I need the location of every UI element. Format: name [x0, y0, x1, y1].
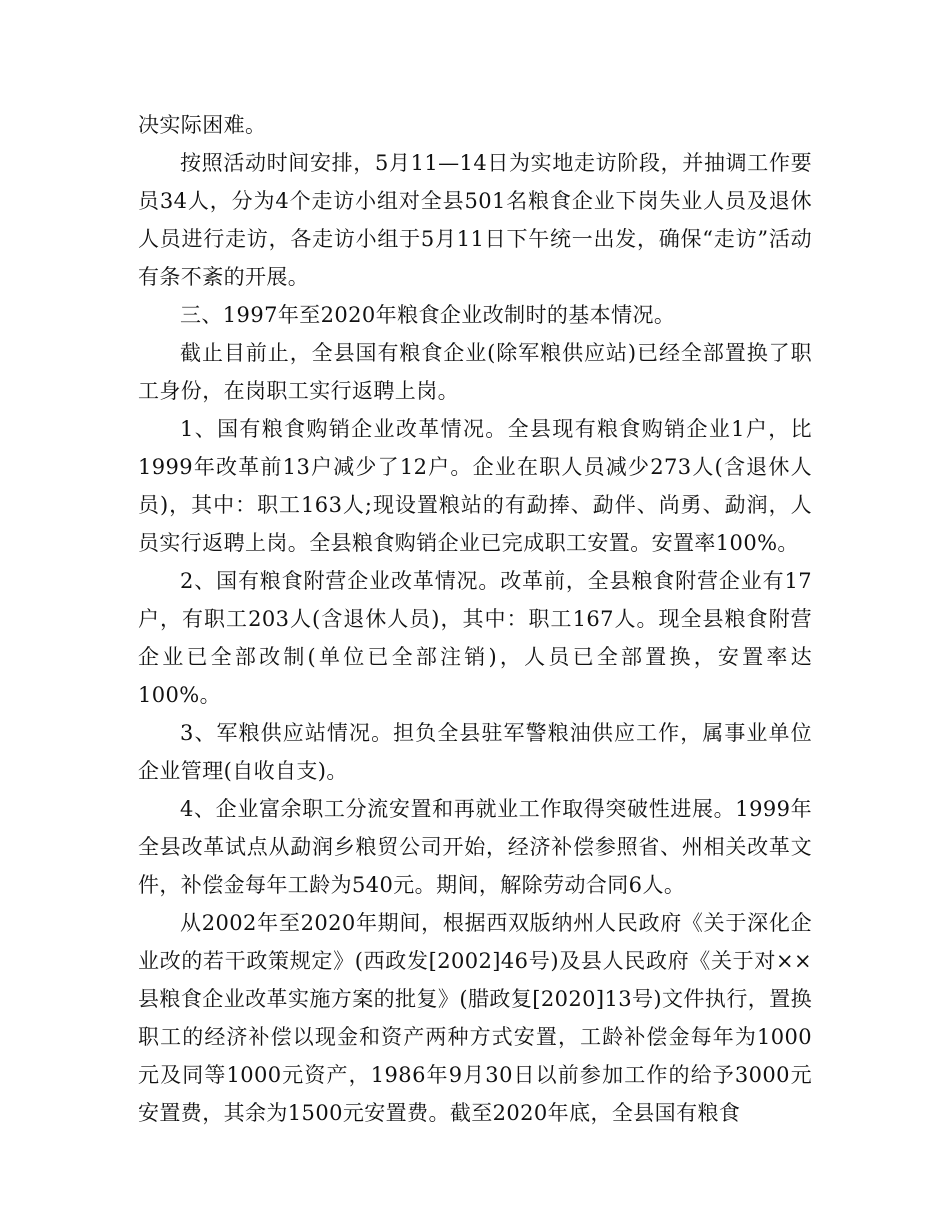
paragraph-4: 截止目前止，全县国有粮食企业(除军粮供应站)已经全部置换了职工身份，在岗职工实行返聘上岗。: [138, 341, 812, 403]
document-page: [138, 106, 812, 1132]
paragraph-9: 从2002年至2020年期间，根据西双版纳州人民政府《关于深化企业改的若干政策规定》(西政发[2002]46号)及县人民政府《关于对××县粮食企业改革实施方案的批复》(腊政复[2020]13号)文件执行，置换职工的经济补偿以现金和资产两种方式安置，工龄补偿金每年为1000元及同等1000元资产，1986年9月30日以前参加工作的给予3000元安置费，其余为1500元安置费。截至2020年底，全县国有粮食: [138, 911, 812, 1125]
paragraph-1: 决实际困难。: [138, 113, 267, 137]
section-heading-3: 三、1997年至2020年粮食企业改制时的基本情况。: [180, 303, 676, 327]
paragraph-8: 4、企业富余职工分流安置和再就业工作取得突破性进展。1999年全县改革试点从勐润乡粮贸公司开始，经济补偿参照省、州相关改革文件，补偿金每年工龄为540元。期间，解除劳动合同6人。: [138, 797, 812, 897]
paragraph-7: 3、军粮供应站情况。担负全县驻军警粮油供应工作，属事业单位企业管理(自收自支)。: [138, 721, 812, 783]
paragraph-6: 2、国有粮食附营企业改革情况。改革前，全县粮食附营企业有17户，有职工203人(含退休人员)，其中：职工167人。现全县粮食附营企业已全部改制(单位已全部注销)，人员已全部置换，安置率达100%。: [138, 569, 812, 707]
paragraph-2: 按照活动时间安排，5月11—14日为实地走访阶段，并抽调工作要员34人，分为4个走访小组对全县501名粮食企业下岗失业人员及退休人员进行走访，各走访小组于5月11日下午统一出发，确保“走访”活动有条不紊的开展。: [138, 151, 812, 289]
paragraph-5: 1、国有粮食购销企业改革情况。全县现有粮食购销企业1户，比1999年改革前13户减少了12户。企业在职人员减少273人(含退休人员)，其中：职工163人;现设置粮站的有勐捧、勐伴、尚勇、勐润，人员实行返聘上岗。全县粮食购销企业已完成职工安置。安置率100%。: [138, 417, 812, 555]
